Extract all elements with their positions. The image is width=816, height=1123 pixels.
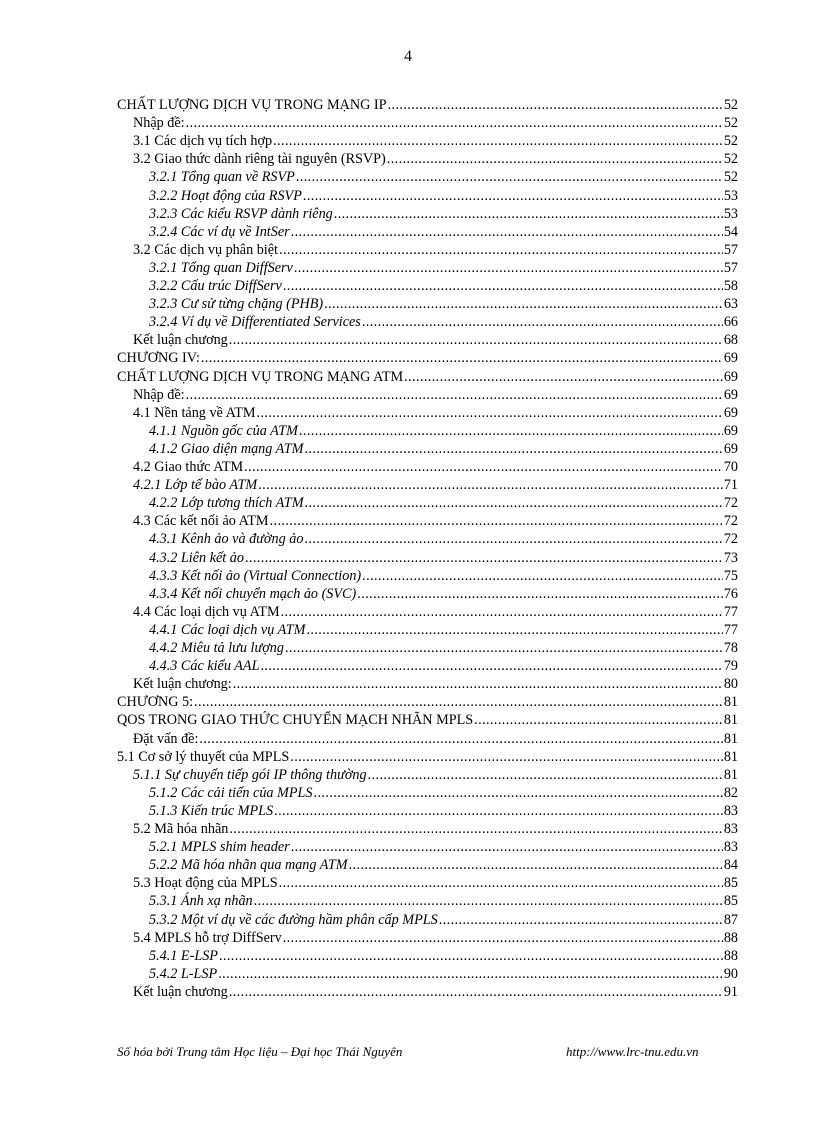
toc-dot-leader [349, 856, 723, 874]
toc-entry-title: 3.2.2 Hoạt động của RSVP [149, 187, 302, 204]
toc-entry-title: 3.2 Giao thức dành riêng tài nguyên (RSVP) [133, 151, 386, 168]
toc-entry-page: 52 [723, 133, 738, 150]
toc-entry-page: 72 [723, 531, 738, 548]
toc-entry-title: CHẤT LƯỢNG DỊCH VỤ TRONG MẠNG IP [117, 97, 387, 113]
footer-url: http://www.lrc-tnu.edu.vn [566, 1044, 699, 1059]
toc-dot-leader [294, 259, 723, 277]
toc-entry[interactable] [149, 856, 738, 874]
toc-dot-leader [439, 911, 723, 929]
toc-dot-leader [260, 657, 722, 675]
toc-entry[interactable] [133, 983, 738, 1001]
toc-entry-title: 3.1 Các dịch vụ tích hợp [133, 133, 273, 150]
toc-entry-page: 72 [723, 495, 738, 512]
toc-dot-leader [270, 512, 723, 530]
toc-entry[interactable] [149, 585, 738, 603]
toc-entry-title: 5.1.2 Các cải tiến của MPLS [149, 784, 313, 801]
toc-entry[interactable] [117, 349, 738, 367]
toc-dot-leader [281, 603, 723, 621]
toc-entry-page: 88 [723, 947, 738, 964]
toc-entry-page: 85 [723, 893, 738, 910]
toc-dot-leader [296, 168, 723, 186]
toc-entry-title: 4.1.1 Nguồn gốc của ATM [149, 422, 298, 439]
toc-dot-leader [357, 585, 723, 603]
toc-entry-page: 69 [723, 368, 738, 385]
toc-entry-title: Kết luận chương [133, 332, 228, 349]
toc-entry-title: 4.3.2 Liên kết ảo [149, 549, 244, 566]
toc-entry-page: 69 [723, 440, 738, 457]
toc-dot-leader [257, 404, 723, 422]
toc-dot-leader [244, 458, 723, 476]
toc-entry[interactable] [149, 168, 738, 186]
toc-entry-title: 5.2.2 Mã hóa nhãn qua mạng ATM [149, 857, 348, 874]
toc-entry-title: 5.4 MPLS hỗ trợ DiffServ [133, 929, 282, 946]
toc-entry-page: 78 [723, 640, 738, 656]
toc-entry-page: 53 [723, 187, 738, 204]
page-footer [0, 1043, 816, 1061]
toc-entry-page: 52 [723, 97, 738, 113]
toc-entry-title: 4.4 Các loại dịch vụ ATM [133, 603, 280, 620]
toc-dot-leader [283, 277, 723, 295]
toc-entry[interactable] [149, 440, 738, 458]
toc-dot-leader [218, 965, 723, 983]
toc-entry-page: 84 [723, 857, 738, 874]
toc-entry-page: 58 [723, 278, 738, 294]
toc-entry-page: 81 [723, 748, 738, 765]
toc-entry-page: 70 [723, 459, 738, 475]
toc-entry[interactable] [133, 820, 738, 838]
toc-entry-page: 90 [723, 965, 738, 982]
toc-entry[interactable] [149, 838, 738, 856]
toc-dot-leader [291, 223, 723, 241]
toc-entry-title: Nhập đề: [133, 386, 185, 403]
toc-entry[interactable] [133, 114, 738, 132]
toc-entry[interactable] [133, 241, 738, 259]
toc-entry-title: 3.2.4 Ví dụ về Differentiated Services [149, 314, 361, 331]
toc-entry-page: 81 [723, 712, 738, 729]
toc-dot-leader [362, 567, 723, 585]
toc-entry-title: 4.4.1 Các loại dịch vụ ATM [149, 621, 306, 638]
toc-entry-page: 69 [723, 422, 738, 439]
toc-entry-title: 5.1 Cơ sở lý thuyết của MPLS [117, 748, 290, 765]
toc-dot-leader [290, 748, 723, 766]
toc-entry-title: 5.3.1 Ánh xạ nhãn [149, 893, 253, 910]
toc-entry-page: 80 [723, 676, 738, 693]
toc-dot-leader [304, 530, 722, 548]
toc-dot-leader [305, 494, 723, 512]
toc-entry-title: 3.2.1 Tổng quan về RSVP [149, 169, 295, 186]
toc-entry[interactable] [133, 929, 738, 947]
toc-entry[interactable] [133, 874, 738, 892]
toc-dot-leader [186, 386, 723, 404]
toc-dot-leader [324, 295, 723, 313]
toc-entry-page: 52 [723, 169, 738, 186]
toc-dot-leader [229, 331, 723, 349]
toc-entry-title: 3.2.3 Các kiểu RSVP dành riêng [149, 205, 333, 222]
toc-entry[interactable] [149, 187, 738, 205]
toc-entry-title: 4.2.2 Lớp tương thích ATM [149, 495, 304, 512]
toc-entry-page: 83 [723, 839, 738, 856]
toc-entry[interactable] [149, 223, 738, 241]
footer-source: Số hóa bởi Trung tâm Học liệu – Đại học Thái Nguyên [117, 1044, 403, 1059]
toc-entry-page: 76 [723, 585, 738, 602]
toc-dot-leader [334, 205, 723, 223]
toc-dot-leader [362, 313, 723, 331]
toc-entry-page: 79 [723, 658, 738, 675]
toc-entry[interactable] [133, 132, 738, 150]
toc-entry-page: 66 [723, 314, 738, 331]
toc-entry-title: 4.4.2 Miêu tả lưu lượng [149, 640, 284, 656]
toc-entry-page: 82 [723, 784, 738, 801]
toc-dot-leader [245, 549, 723, 567]
toc-dot-leader [283, 929, 723, 947]
toc-dot-leader [279, 241, 723, 259]
toc-entry-title: Đặt vấn đề: [133, 730, 199, 747]
toc-entry-title: 3.2.4 Các ví dụ về IntSer [149, 223, 290, 240]
toc-entry[interactable] [149, 639, 738, 657]
toc-entry-title: Kết luận chương: [133, 676, 232, 693]
toc-entry-page: 75 [723, 567, 738, 584]
toc-entry-page: 81 [723, 730, 738, 747]
toc-entry-title: 5.1.3 Kiến trúc MPLS [149, 802, 274, 819]
toc-entry-title: 5.2 Mã hóa nhãn [133, 821, 229, 837]
toc-entry[interactable] [149, 205, 738, 223]
toc-entry-page: 77 [723, 603, 738, 620]
toc-entry[interactable] [117, 748, 738, 766]
toc-entry[interactable] [133, 603, 738, 621]
toc-entry-page: 81 [723, 766, 738, 783]
toc-dot-leader [303, 187, 723, 205]
toc-entry[interactable] [149, 295, 738, 313]
toc-entry-page: 63 [723, 296, 738, 313]
toc-entry-page: 85 [723, 875, 738, 892]
toc-entry[interactable] [149, 422, 738, 440]
toc-entry[interactable] [133, 476, 738, 494]
toc-dot-leader [299, 422, 723, 440]
toc-entry[interactable] [149, 567, 738, 585]
toc-entry-title: 5.1.1 Sự chuyển tiếp gói IP thông thường [133, 766, 367, 783]
toc-entry-page: 52 [723, 115, 738, 132]
toc-dot-leader [368, 766, 723, 784]
toc-entry-title: 4.3 Các kết nối ảo ATM [133, 513, 269, 530]
toc-entry[interactable] [149, 494, 738, 512]
toc-entry-title: QOS TRONG GIAO THỨC CHUYỂN MẠCH NHÃN MPLS [117, 712, 474, 729]
toc-entry-page: 73 [723, 549, 738, 566]
toc-entry[interactable] [149, 947, 738, 965]
toc-entry-page: 57 [723, 241, 738, 258]
toc-dot-leader [201, 349, 723, 367]
toc-entry[interactable] [133, 766, 738, 784]
toc-entry[interactable] [149, 802, 738, 820]
toc-dot-leader [229, 820, 722, 838]
toc-entry[interactable] [133, 386, 738, 404]
toc-entry[interactable] [149, 259, 738, 277]
toc-entry-title: 5.4.1 E-LSP [149, 947, 218, 964]
toc-entry-page: 53 [723, 205, 738, 222]
toc-entry-title: 5.3 Hoạt động của MPLS [133, 875, 278, 892]
toc-dot-leader [254, 892, 723, 910]
toc-entry[interactable] [149, 892, 738, 910]
toc-entry[interactable] [133, 404, 738, 422]
toc-entry-title: 4.3.1 Kênh ảo và đường ảo [149, 531, 304, 548]
toc-entry-page: 69 [723, 386, 738, 403]
toc-entry-page: 54 [723, 223, 738, 240]
toc-entry[interactable] [149, 313, 738, 331]
toc-entry[interactable] [149, 657, 738, 675]
toc-entry-title: 4.2.1 Lớp tế bào ATM [133, 477, 258, 494]
toc-entry-title: 4.1 Nền tảng về ATM [133, 404, 256, 421]
toc-dot-leader [229, 983, 723, 1001]
toc-entry-page: 69 [723, 404, 738, 421]
toc-dot-leader [199, 730, 722, 748]
toc-dot-leader [304, 440, 722, 458]
toc-dot-leader [279, 874, 723, 892]
toc-entry[interactable] [117, 96, 738, 114]
toc-entry-title: 3.2.1 Tổng quan DiffServ [149, 259, 293, 276]
toc-dot-leader [233, 675, 723, 693]
toc-dot-leader [273, 132, 723, 150]
toc-entry-page: 83 [723, 821, 738, 837]
toc-dot-leader [388, 96, 723, 114]
toc-entry-title: 3.2.3 Cư sử từng chặng (PHB) [149, 296, 324, 313]
toc-dot-leader [404, 368, 723, 386]
toc-entry-page: 57 [723, 259, 738, 276]
toc-entry-page: 77 [723, 621, 738, 638]
toc-entry-page: 68 [723, 332, 738, 349]
toc-entry-page: 72 [723, 513, 738, 530]
toc-dot-leader [194, 693, 723, 711]
toc-entry-page: 87 [723, 911, 738, 928]
toc-entry-title: Kết luận chương [133, 983, 228, 1000]
toc-dot-leader [314, 784, 723, 802]
toc-entry-page: 69 [723, 350, 738, 367]
toc-entry-page: 88 [723, 929, 738, 946]
toc-entry[interactable] [133, 458, 738, 476]
toc-entry-title: CHẤT LƯỢNG DỊCH VỤ TRONG MẠNG ATM [117, 368, 404, 385]
page-number: 4 [404, 48, 412, 65]
toc-entry[interactable] [133, 150, 738, 168]
toc-dot-leader [258, 476, 723, 494]
toc-entry-title: 5.3.2 Một ví dụ về các đường hầm phân cấp MPLS [149, 911, 438, 928]
toc-entry-page: 83 [723, 802, 738, 819]
toc-entry-title: CHƯƠNG IV: [117, 350, 200, 367]
toc-entry-title: 4.2 Giao thức ATM [133, 459, 244, 475]
toc-entry[interactable] [149, 621, 738, 639]
toc-entry[interactable] [117, 368, 738, 386]
toc-dot-leader [387, 150, 723, 168]
toc-entry-title: 3.2.2 Cấu trúc DiffServ [149, 278, 282, 294]
toc-entry[interactable] [149, 911, 738, 929]
toc-entry-title: 4.1.2 Giao diện mạng ATM [149, 440, 304, 457]
toc-entry[interactable] [149, 784, 738, 802]
toc-entry-title: 5.2.1 MPLS shim header [149, 839, 290, 856]
toc-entry-title: 3.2 Các dịch vụ phân biệt [133, 241, 278, 258]
toc-dot-leader [291, 838, 723, 856]
toc-dot-leader [474, 711, 723, 729]
toc-entry-title: 4.4.3 Các kiểu AAL [149, 658, 260, 675]
toc-entry[interactable] [149, 530, 738, 548]
toc-entry[interactable] [149, 549, 738, 567]
toc-entry-page: 52 [723, 151, 738, 168]
toc-entry-title: CHƯƠNG 5: [117, 694, 194, 711]
toc-dot-leader [219, 947, 723, 965]
toc-entry-title: 4.3.4 Kết nối chuyển mạch ảo (SVC) [149, 585, 357, 602]
toc-entry[interactable] [117, 693, 738, 711]
toc-dot-leader [306, 621, 722, 639]
toc-dot-leader [186, 114, 723, 132]
toc-entry-page: 71 [723, 477, 738, 494]
toc-entry-title: 5.4.2 L-LSP [149, 965, 218, 982]
toc-entry[interactable] [117, 711, 738, 729]
toc-entry-page: 91 [723, 983, 738, 1000]
toc-entry[interactable] [149, 277, 738, 295]
toc-entry[interactable] [149, 965, 738, 983]
toc-entry-page: 81 [723, 694, 738, 711]
toc-entry-title: 4.3.3 Kết nối ảo (Virtual Connection) [149, 567, 362, 584]
toc-entry[interactable] [133, 331, 738, 349]
toc-entry[interactable] [133, 675, 738, 693]
toc-entry-title: Nhập đề: [133, 115, 185, 132]
toc-dot-leader [285, 639, 723, 657]
toc-entry[interactable] [133, 730, 738, 748]
toc-dot-leader [274, 802, 723, 820]
toc-entry[interactable] [133, 512, 738, 530]
